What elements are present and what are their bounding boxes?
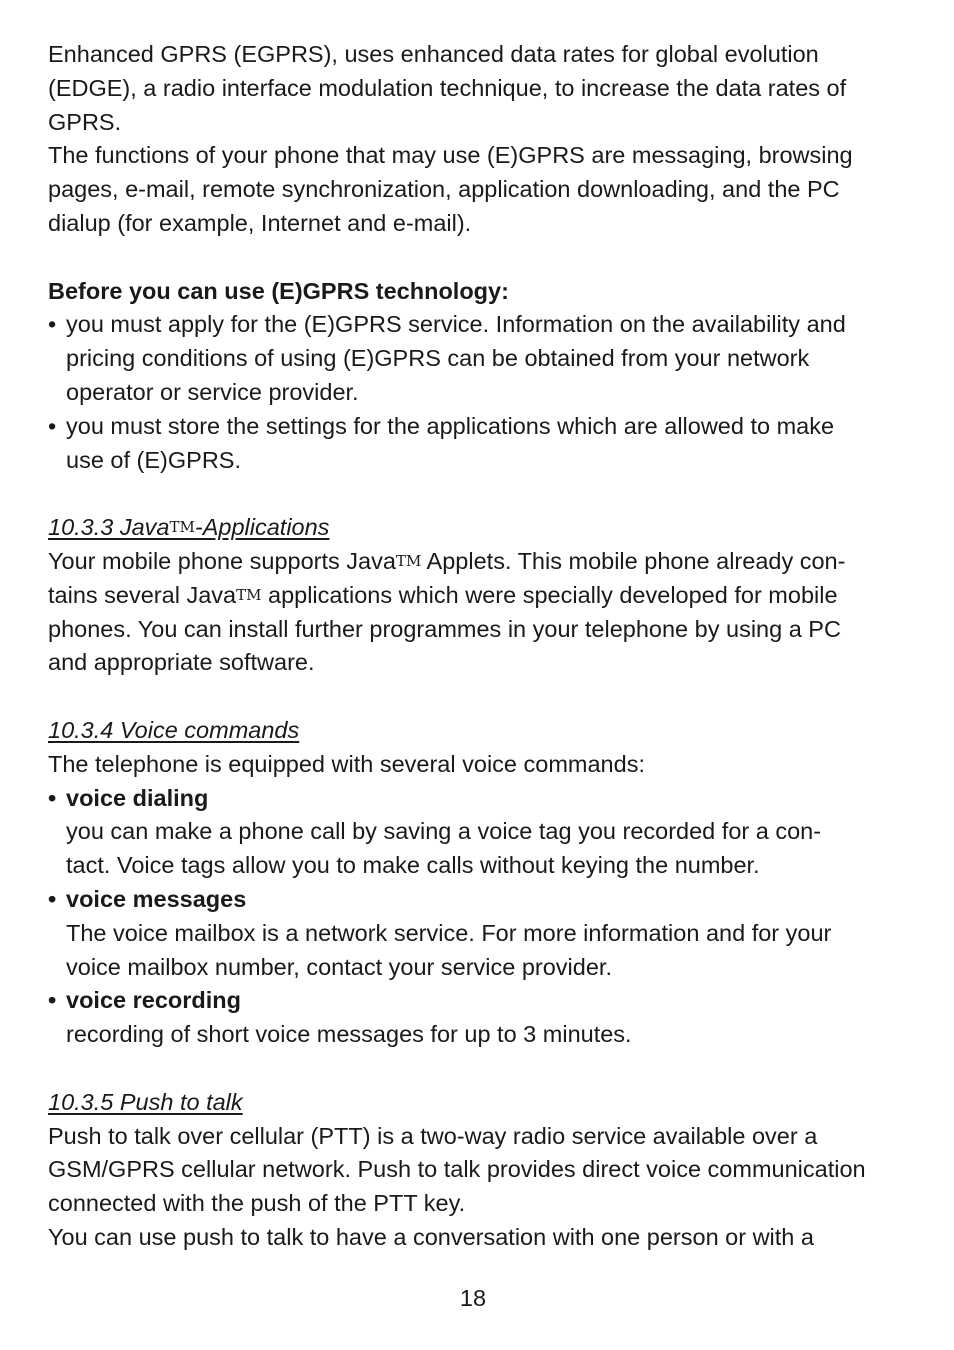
spacer xyxy=(48,477,908,511)
list-item-description: tact. Voice tags allow you to make calls without keying the number. xyxy=(66,852,760,879)
list-item-voice-messages xyxy=(48,883,908,917)
text-line xyxy=(48,579,908,613)
paragraph-ptt xyxy=(48,1120,908,1255)
text-line: GPRS. xyxy=(48,108,122,135)
text-line: connected with the push of the PTT key. xyxy=(48,1190,466,1217)
text-line xyxy=(48,545,908,579)
paragraph-functions xyxy=(48,139,908,240)
page-number: 18 xyxy=(459,1285,487,1311)
bullet-icon: • xyxy=(48,885,57,912)
text-line: dialup (for example, Internet and e-mail). xyxy=(48,209,472,236)
paragraph-egprs xyxy=(48,38,908,139)
text-segment: applications which were specially developed for mobile xyxy=(261,581,838,608)
before-title: Before you can use (E)GPRS technology: xyxy=(48,277,509,304)
list-item-description: The voice mailbox is a network service. For more information and for your xyxy=(66,919,832,946)
bullet-list-before xyxy=(48,308,908,477)
bullet-icon: • xyxy=(48,412,57,439)
text-line: The functions of your phone that may use (E)GPRS are messaging, browsing xyxy=(48,142,853,169)
text-line: and appropriate software. xyxy=(48,649,315,676)
heading-text xyxy=(48,514,329,540)
list-item-voice-dialing xyxy=(48,782,908,816)
list-item-text: you must store the settings for the applications which are allowed to make xyxy=(66,412,835,439)
spacer xyxy=(48,1052,908,1086)
section-heading-java xyxy=(48,511,908,545)
list-item-description: you can make a phone call by saving a voice tag you recorded for a con- xyxy=(66,818,822,845)
text-line: (EDGE), a radio interface modulation technique, to increase the data rates of xyxy=(48,74,847,101)
spacer xyxy=(48,680,908,714)
paragraph-java xyxy=(48,545,908,680)
list-item xyxy=(48,410,908,444)
list-item-title: voice recording xyxy=(66,987,241,1014)
list-item-continuation: operator or service provider. xyxy=(66,378,359,405)
text-segment: Your mobile phone supports Java xyxy=(48,547,396,574)
text-segment: tains several Java xyxy=(48,581,237,608)
trademark-symbol: TM xyxy=(236,585,262,604)
text-line: GSM/GPRS cellular network. Push to talk provides direct voice communication xyxy=(48,1156,866,1183)
bullet-icon: • xyxy=(48,311,57,338)
heading-text-end: -Applications xyxy=(194,514,330,541)
bullet-icon: • xyxy=(48,784,57,811)
heading-text: 10.3.4 Voice commands xyxy=(48,716,300,743)
text-line: Enhanced GPRS (EGPRS), uses enhanced data rates for global evolution xyxy=(48,41,819,67)
spacer xyxy=(48,241,908,275)
trademark-symbol: TM xyxy=(169,518,195,537)
section-heading-voice xyxy=(48,714,908,748)
list-item-text: you must apply for the (E)GPRS service. Information on the availability and xyxy=(66,311,846,338)
list-item-description: voice mailbox number, contact your service provider. xyxy=(66,953,612,980)
text-line: You can use push to talk to have a conversation with one person or with a xyxy=(48,1223,814,1250)
bullet-icon: • xyxy=(48,987,57,1014)
list-item-description: recording of short voice messages for up to 3 minutes. xyxy=(66,1021,632,1048)
voice-commands-list xyxy=(48,782,908,1052)
voice-intro: The telephone is equipped with several voice commands: xyxy=(48,750,645,777)
list-item-voice-recording xyxy=(48,984,908,1018)
text-line: pages, e-mail, remote synchronization, application downloading, and the PC xyxy=(48,176,840,203)
heading-text-start: 10.3.3 Java xyxy=(48,514,170,541)
list-item xyxy=(48,308,908,342)
text-line: phones. You can install further programmes in your telephone by using a PC xyxy=(48,615,841,642)
section-heading-ptt xyxy=(48,1086,908,1120)
list-item-title: voice messages xyxy=(66,885,247,912)
text-line: Push to talk over cellular (PTT) is a two-way radio service available over a xyxy=(48,1122,818,1149)
list-item-continuation: use of (E)GPRS. xyxy=(66,446,241,473)
list-item-title: voice dialing xyxy=(66,784,209,811)
trademark-symbol: TM xyxy=(395,551,422,570)
text-segment: Applets. This mobile phone already con- xyxy=(421,547,846,574)
heading-text: 10.3.5 Push to talk xyxy=(48,1088,243,1115)
list-item-continuation: pricing conditions of using (E)GPRS can be obtained from your network xyxy=(66,345,810,372)
document-page xyxy=(48,38,908,1255)
